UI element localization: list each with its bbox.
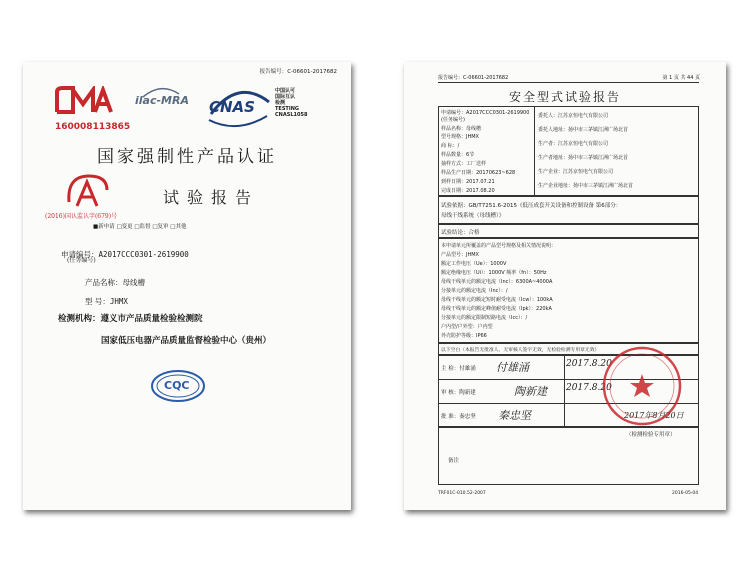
spec-line: 母线干线单元的额定电流（Inc）：6300A~4000A bbox=[441, 279, 553, 285]
institution-label: 检测机构： bbox=[58, 314, 101, 324]
spec-line: 产品型号：JHMX bbox=[441, 252, 479, 258]
cnas-line: TESTING bbox=[275, 106, 299, 112]
seal-caption: （检测检验专用章） bbox=[626, 432, 676, 438]
sample-field: 申请编号：A2017CCC0301-2619900 bbox=[441, 110, 530, 116]
cnas-line: 中国认可 bbox=[275, 88, 296, 94]
spec-line: 额定绝缘电压（Ui）：1000V 频率（fn）：50Hz bbox=[441, 270, 547, 276]
client-field: 生产企业地址：扬中市三茅镇江洲广场北首 bbox=[538, 183, 634, 189]
cnas-logo bbox=[203, 84, 323, 132]
validity-note: 以下空白（本报告无批准人、无审核人签字无效，无检验检测专用章无效） bbox=[441, 348, 600, 353]
spec-line: 本申请单元所覆盖的产品型号规格及相关情况说明： bbox=[441, 243, 557, 249]
sample-field: 样品生产日期：20170623~628 bbox=[441, 170, 516, 176]
test-basis-continued: 母线干线系统（母线槽）》 bbox=[441, 213, 505, 219]
certificate-cover-page bbox=[23, 62, 351, 510]
test-conclusion: 试验结论：合格 bbox=[441, 230, 480, 236]
remarks-box bbox=[438, 427, 699, 485]
cac-mark-icon bbox=[63, 170, 111, 210]
cqc-logo bbox=[149, 368, 207, 404]
report-number-label: 报告编号： bbox=[259, 69, 288, 75]
spec-line: 分接单元的额定电流（Inc）：/ bbox=[441, 288, 508, 294]
spec-line: 户内型/户外型：户内型 bbox=[441, 324, 493, 330]
cma-mark-icon bbox=[53, 86, 113, 114]
approver: 批 准：秦忠坚 bbox=[441, 414, 476, 420]
ilac-logo bbox=[135, 88, 199, 128]
signature-approver: 秦忠坚 bbox=[498, 409, 531, 422]
test-basis: GB/T7251.6-2015《低压成套开关设备和控制设备 第6部分： bbox=[468, 203, 622, 209]
client-field: 生产者地址：扬中市三茅镇江洲广场北首 bbox=[538, 155, 629, 161]
client-field: 生产企业：江苏京恒电气有限公司 bbox=[538, 169, 614, 175]
client-field: 委托人地址：扬中市三茅镇江洲广场北首 bbox=[538, 127, 629, 133]
info-divider bbox=[534, 106, 535, 196]
main-tester: 主 检：付雄涌 bbox=[441, 366, 476, 372]
signature-date: 2017.8.20 bbox=[566, 359, 612, 369]
report-title: 安全型式试验报告 bbox=[508, 90, 621, 104]
cnas-text: CNAS bbox=[209, 98, 255, 116]
client-field: 委托人：江苏京恒电气有限公司 bbox=[538, 113, 609, 119]
report-number: C-06601-2017682 bbox=[463, 75, 509, 81]
model-label: 型 号： bbox=[85, 297, 110, 306]
test-basis-label: 试验依据： bbox=[441, 203, 469, 209]
spec-line: 母线干线单元的额定峰值耐受电流（Ipk）：220kA bbox=[441, 306, 552, 312]
report-number-label: 报告编号： bbox=[438, 75, 464, 81]
institution-name: 遵义市产品质量检验检测院 bbox=[100, 314, 203, 324]
page-count: 第 1 页 共 44 页 bbox=[662, 75, 700, 81]
spec-line: 母线干线单元的额定短时耐受电流（Icw）：100kA bbox=[441, 297, 553, 303]
cnas-line: CNASL1058 bbox=[275, 112, 308, 118]
spec-line: 外壳防护等级：IP66 bbox=[441, 333, 487, 339]
cma-logo bbox=[53, 86, 131, 132]
ilac-text: ilac-MRA bbox=[135, 94, 189, 107]
product-name: 母线槽 bbox=[122, 278, 145, 287]
sample-field: 样品名称：母线槽 bbox=[441, 126, 482, 132]
signature-divider bbox=[564, 355, 565, 427]
task-number-label: (任务编号) bbox=[67, 257, 96, 264]
product-name-label: 产品名称： bbox=[85, 278, 123, 287]
certification-title: 国家强制性产品认证 bbox=[97, 147, 277, 167]
report-number: C-06601-2017682 bbox=[287, 69, 337, 75]
sample-field: 抽样方式：工厂送样 bbox=[441, 161, 487, 167]
application-number-label: 申请编号： bbox=[61, 250, 99, 259]
header-rule bbox=[438, 82, 699, 83]
remarks-label: 备注 bbox=[448, 458, 460, 464]
client-field: 生产者：江苏京恒电气有限公司 bbox=[538, 141, 609, 147]
form-date: 2016-05-04 bbox=[672, 491, 699, 496]
model: JHMX bbox=[109, 297, 128, 306]
institution-name-secondary: 国家低压电器产品质量监督检验中心（贵州） bbox=[101, 336, 272, 346]
form-number: TRF01C-010.52-2007 bbox=[438, 491, 486, 496]
test-report-title: 试验报告 bbox=[163, 188, 260, 207]
spec-line: 额定工作电压（Ue）：1000V bbox=[441, 261, 507, 267]
cnas-line: 检测 bbox=[275, 100, 286, 106]
sample-field: 样品数量：6节 bbox=[441, 152, 475, 158]
signature-date: 2017年8月20日 bbox=[624, 411, 684, 420]
sample-field: (任务编号) bbox=[441, 117, 465, 123]
signature-reviewer: 陶新建 bbox=[514, 385, 547, 398]
sample-field: 完成日期：2017.08.20 bbox=[441, 188, 495, 194]
inspection-seal-icon bbox=[600, 344, 684, 428]
application-type-options: ■新申请 □变更 □监督 □复审 □其他 bbox=[93, 224, 187, 230]
cnas-line: 国际互认 bbox=[275, 94, 296, 100]
spec-line: 分接单元的额定限制短路电流（Icc）：/ bbox=[441, 315, 528, 321]
signature-tester: 付雄涌 bbox=[496, 361, 529, 374]
sample-field: 到样日期：2017.07.21 bbox=[441, 179, 495, 185]
cqc-text: CQC bbox=[164, 379, 190, 392]
sample-field: 型号规格：JHMX bbox=[441, 134, 479, 140]
cac-code: (2016)国认监认字(679)号 bbox=[45, 213, 118, 220]
safety-test-report-page bbox=[404, 62, 726, 510]
sample-field: 商 标：/ bbox=[441, 143, 460, 149]
signature-date: 2017.8.20 bbox=[566, 383, 612, 393]
application-number: A2017CCC0301-2619900 bbox=[98, 250, 189, 259]
reviewer: 审 核：陶新建 bbox=[441, 390, 476, 396]
cma-code: 160008113865 bbox=[55, 122, 131, 132]
